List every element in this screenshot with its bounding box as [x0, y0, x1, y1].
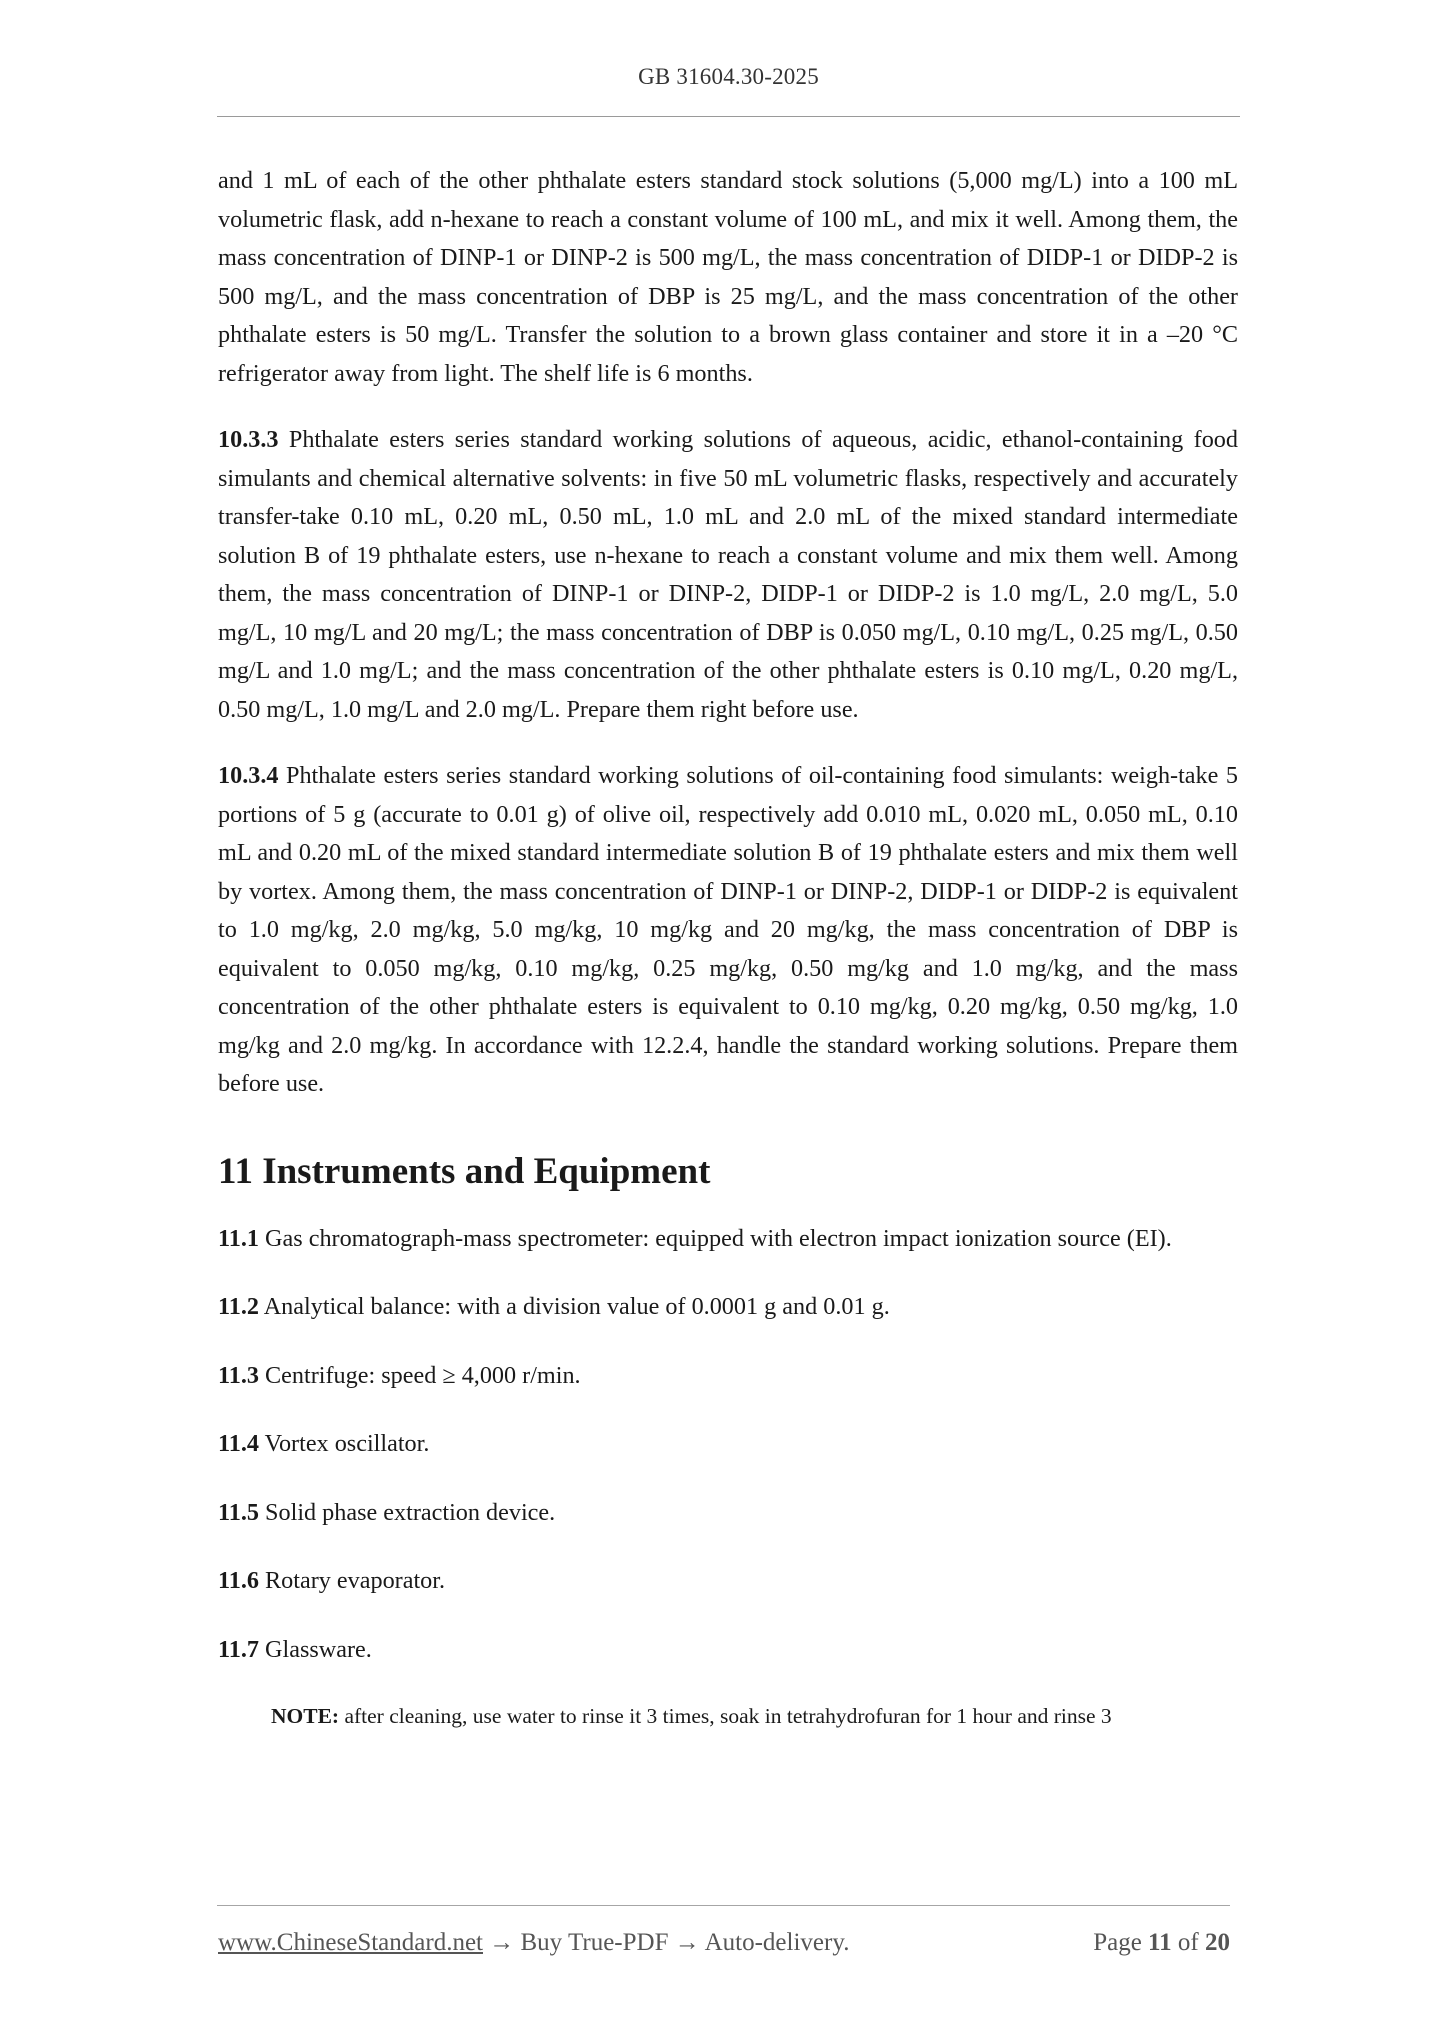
clause-11-2	[218, 1288, 1238, 1327]
clause-11-1	[218, 1220, 1238, 1259]
page-total: 20	[1205, 1929, 1230, 1956]
clause-number: 11.6	[218, 1567, 259, 1594]
clause-number: 11.4	[218, 1430, 259, 1457]
clause-number: 11.3	[218, 1361, 259, 1389]
arrow-icon: →	[668, 1929, 705, 1956]
clause-text: Solid phase extraction device.	[259, 1498, 556, 1526]
clause-text: Phthalate esters series standard working solutions of oil-containing food simulants: weigh-take 5 portions of 5 g (accurate to 0.01 g) of olive oil, respectively add 0.010 mL, 0.020 mL, 0.050 mL, 0.10 mL and 0.20 mL of the mixed standard intermediate solution B of 19 phthalate esters and mix them well by vortex. Among them, the mass concentration of DINP-1 or DINP-2, DIDP-1 or DIDP-2 is equivalent to 1.0 mg/kg, 2.0 mg/kg, 5.0 mg/kg, 10 mg/kg and 20 mg/kg, the mass concentration of DBP is equivalent to 0.050 mg/kg, 0.10 mg/kg, 0.25 mg/kg, 0.50 mg/kg and 1.0 mg/kg, and the mass concentration of the other phthalate esters is equivalent to 0.10 mg/kg, 0.20 mg/kg, 0.50 mg/kg, 1.0 mg/kg and 2.0 mg/kg. In accordance with 12.2.4, handle the standard working solutions. Prepare them before use.	[218, 762, 1238, 1097]
clause-text: Phthalate esters series standard working solutions of aqueous, acidic, ethanol-containing food simulants and chemical alternative solvents: in five 50 mL volumetric flasks, respectively and accurately transfer-take 0.10 mL, 0.20 mL, 0.50 mL, 1.0 mL and 2.0 mL of the mixed standard intermediate solution B of 19 phthalate esters, use n-hexane to reach a constant volume and mix them well. Among them, the mass concentration of DINP-1 or DINP-2, DIDP-1 or DIDP-2 is 1.0 mg/L, 2.0 mg/L, 5.0 mg/L, 10 mg/L and 20 mg/L; the mass concentration of DBP is 0.050 mg/L, 0.10 mg/L, 0.25 mg/L, 0.50 mg/L and 1.0 mg/L; and the mass concentration of the other phthalate esters is 0.10 mg/L, 0.20 mg/L, 0.50 mg/L, 1.0 mg/L and 2.0 mg/L. Prepare them right before use.	[218, 426, 1238, 723]
page-current: 11	[1148, 1929, 1172, 1956]
page-word: Page	[1093, 1929, 1149, 1956]
clause-11-5	[218, 1494, 1238, 1533]
page-content	[218, 162, 1238, 1733]
document-header: GB 31604.30-2025	[638, 64, 819, 89]
clause-number: 11.5	[218, 1498, 259, 1526]
clause-number: 11.2	[218, 1293, 259, 1320]
of-word: of	[1171, 1929, 1205, 1956]
page-indicator	[1093, 1929, 1230, 1957]
clause-text: Analytical balance: with a division value of 0.0001 g and 0.01 g.	[259, 1293, 890, 1320]
delivery-text: Auto-delivery.	[704, 1929, 850, 1956]
clause-11-4	[218, 1425, 1238, 1464]
clause-10-3-3	[218, 421, 1238, 729]
clause-text: Vortex oscillator.	[259, 1430, 430, 1457]
clause-number: 10.3.3	[218, 426, 279, 453]
paragraph-continued: and 1 mL of each of the other phthalate esters standard stock solutions (5,000 mg/L) into a 100 mL volumetric flask, add n-hexane to reach a constant volume of 100 mL, and mix it well. Among them, the mass concentration of DINP-1 or DINP-2 is 500 mg/L, the mass concentration of DIDP-1 or DIDP-2 is 500 mg/L, and the mass concentration of DBP is 25 mg/L, and the mass concentration of the other phthalate esters is 50 mg/L. Transfer the solution to a brown glass container and store it in a –20 °C refrigerator away from light. The shelf life is 6 months.	[218, 167, 1238, 387]
clause-number: 11.7	[218, 1635, 259, 1663]
buy-text: Buy True-PDF	[520, 1929, 669, 1956]
clause-10-3-4	[218, 757, 1238, 1104]
clause-text: Rotary evaporator.	[259, 1567, 446, 1594]
header-divider	[217, 116, 1240, 117]
clause-number: 10.3.4	[218, 762, 279, 789]
arrow-icon: →	[483, 1929, 521, 1956]
clause-11-6	[218, 1562, 1238, 1601]
footer-divider	[217, 1905, 1230, 1906]
clause-11-7	[218, 1631, 1238, 1670]
site-link[interactable]: www.ChineseStandard.net	[218, 1929, 483, 1956]
clause-text: Centrifuge: speed ≥ 4,000 r/min.	[259, 1361, 581, 1389]
section-heading: 11 Instruments and Equipment	[218, 1150, 711, 1192]
clause-text: Gas chromatograph-mass spectrometer: equipped with electron impact ionization source (EI).	[259, 1224, 1172, 1252]
clause-number: 11.1	[218, 1224, 259, 1252]
note-text: after cleaning, use water to rinse it 3 times, soak in tetrahydrofuran for 1 hour and rinse 3	[339, 1704, 1112, 1728]
note	[271, 1699, 1238, 1733]
clause-text: Glassware.	[259, 1635, 372, 1663]
clause-11-3	[218, 1357, 1238, 1396]
note-label: NOTE:	[271, 1704, 340, 1728]
footer-links	[218, 1929, 849, 1957]
